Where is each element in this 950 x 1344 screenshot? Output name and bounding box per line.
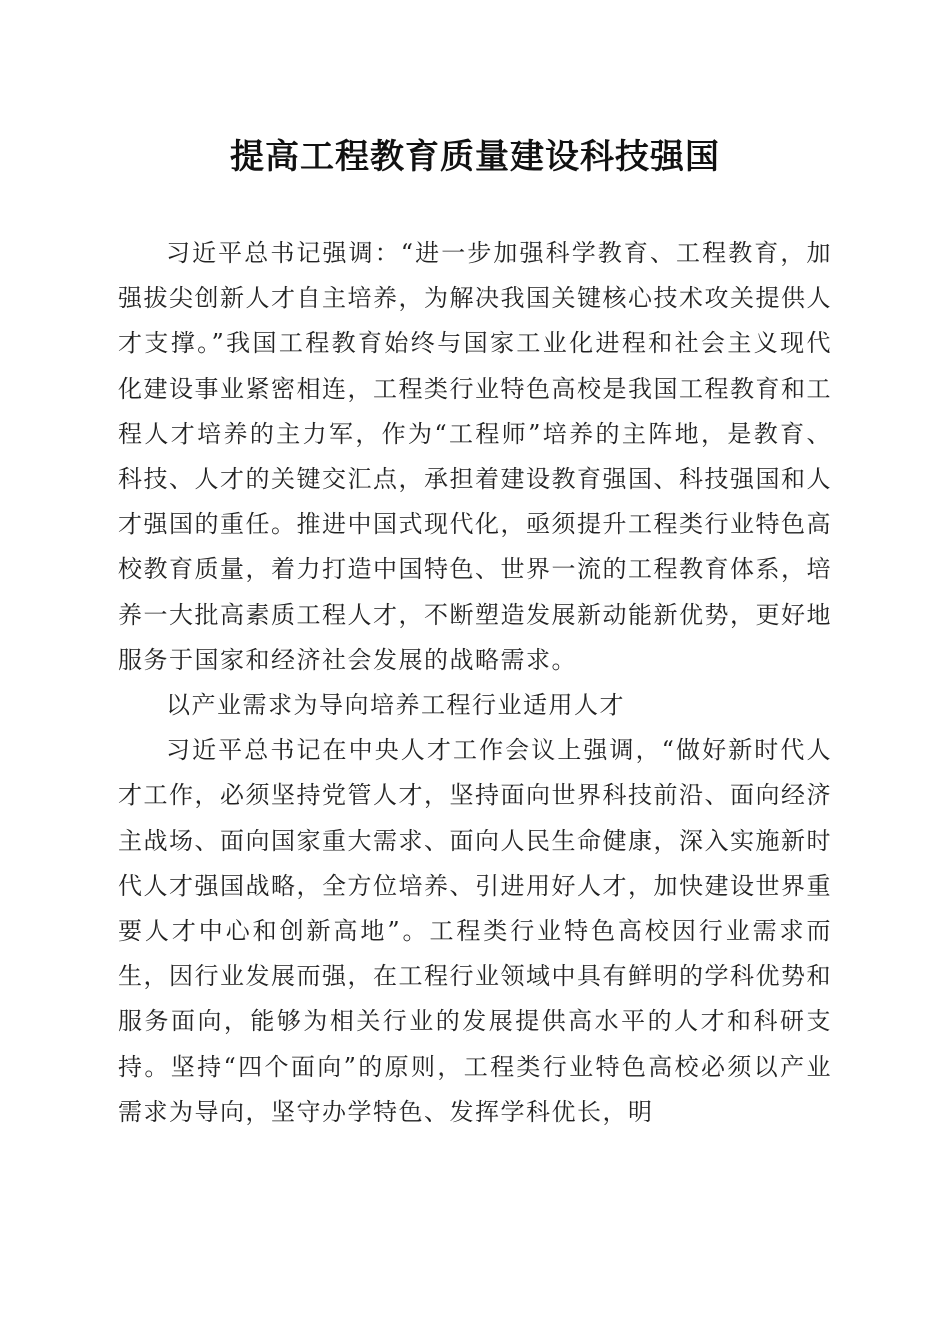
paragraph-section-1: 习近平总书记在中央人才工作会议上强调，“做好新时代人才工作，必须坚持党管人才，坚持面向世界科技前沿、面向经济主战场、面向国家重大需求、面向人民生命健康，深入实施新时代人才强国战略，全方位培养、引进用好人才，加快建设世界重要人才中心和创新高地”。工程类行业特色高校因行业需求而生，因行业发展而强，在工程行业领域中具有鲜明的学科优势和服务面向，能够为相关行业的发展提供高水平的人才和科研支持。坚持“四个面向”的原则，工程类行业特色高校必须以产业需求为导向，坚守办学特色、发挥学科优长，明 (118, 736, 832, 1126)
document-title: 提高工程教育质量建设科技强国 (230, 137, 720, 177)
document-body (118, 231, 832, 1135)
paragraph-intro: 习近平总书记强调：“进一步加强科学教育、工程教育，加强拔尖创新人才自主培养，为解决我国关键核心技术攻关提供人才支撑。”我国工程教育始终与国家工业化进程和社会主义现代化建设事业紧密相连，工程类行业特色高校是我国工程教育和工程人才培养的主力军，作为“工程师”培养的主阵地，是教育、科技、人才的关键交汇点，承担着建设教育强国、科技强国和人才强国的重任。推进中国式现代化，亟须提升工程类行业特色高校教育质量，着力打造中国特色、世界一流的工程教育体系，培养一大批高素质工程人才，不断塑造发展新动能新优势，更好地服务于国家和经济社会发展的战略需求。 (118, 239, 832, 674)
section-heading: 以产业需求为导向培养工程行业适用人才 (166, 691, 625, 720)
